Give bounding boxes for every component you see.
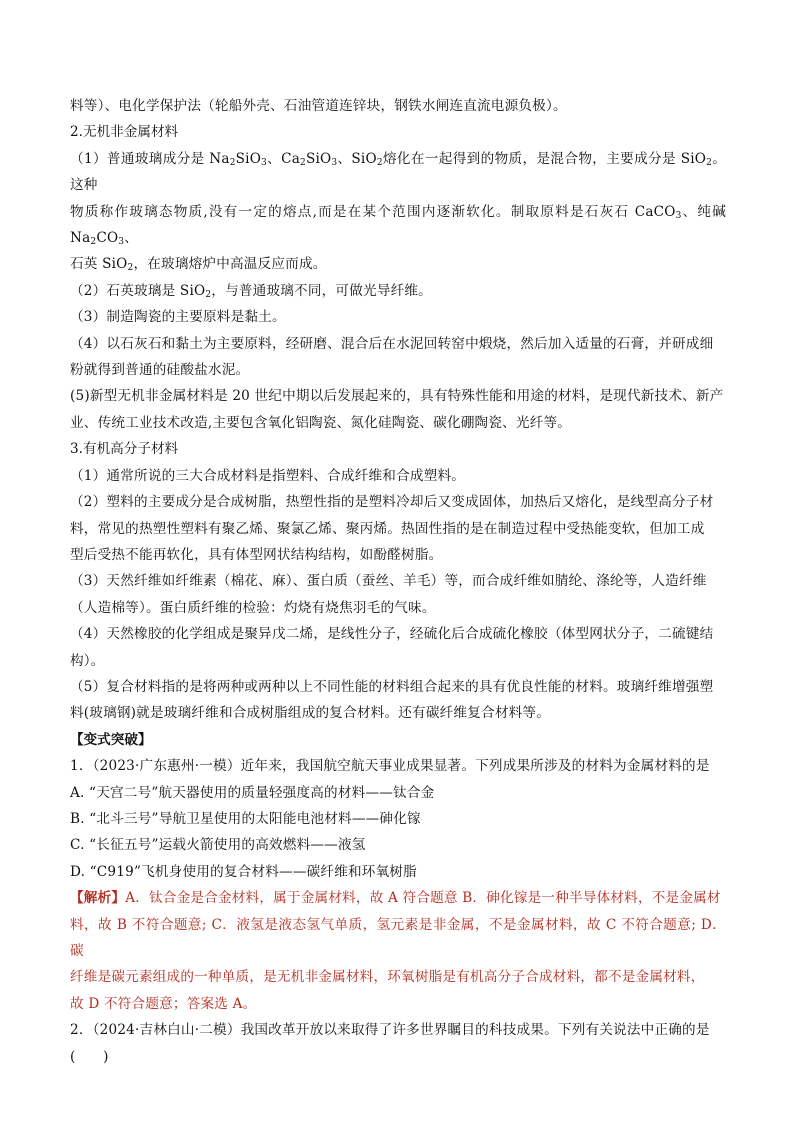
text-line: 业、传统工业技术改造,主要包含氧化铝陶瓷、氮化硅陶瓷、碳化硼陶瓷、光纤等。: [70, 414, 572, 431]
option-d: D. “C919”飞机身使用的复合材料——碳纤维和环氧树脂: [70, 863, 417, 880]
text-line: 石英 SiO$_2$，在玻璃熔炉中高温反应而成。: [70, 256, 327, 274]
text-line: （4）天然橡胶的化学组成是聚异戊二烯，是线性分子，经硫化后合成硫化橡胶（体型网状分子，二硫键结: [70, 626, 714, 643]
text-line: （3）制造陶瓷的主要原料是黏土。: [70, 309, 286, 326]
analysis-line: 料，故 B 不符合题意; C．液氢是液态氢气单质，氢元素是非金属，不是金属材料，故 C 不符合题意; D．碳: [70, 916, 726, 959]
text-line: 型后受热不能再软化，具有体型网状结构结构，如酚醛树脂。: [70, 546, 443, 563]
option-b: B. “北斗三号”导航卫星使用的太阳能电池材料——砷化镓: [70, 810, 421, 827]
analysis-tag: 【解析】: [70, 890, 126, 907]
text-line: （1）普通玻璃成分是 $Na_2SiO_3$、$Ca_2SiO_3$、SiO$_2$熔化在一起得到的物质，是混合物，主要成分是 SiO$_2$。这种: [70, 150, 727, 194]
text-line: 构）。: [70, 652, 105, 669]
text-line: （1）通常所说的三大合成材料是指塑料、合成纤维和合成塑料。: [70, 467, 466, 484]
text-line: （5）复合材料指的是将两种或两种以上不同性能的材料组合起来的具有优良性能的材料。玻璃纤维增强塑: [70, 678, 714, 695]
text-line: （人造棉等）。蛋白质纤维的检验：灼烧有烧焦羽毛的气味。: [70, 599, 436, 616]
question-1: 1．（2023·广东惠州·一模）近年来，我国航空航天事业成果显著。下列成果所涉及的材料为金属材料的是: [70, 758, 710, 775]
analysis-line: 【解析】A．钛合金是合金材料，属于金属材料，故 A 符合题意 B．砷化镓是一种半导体材料，不是金属材: [70, 890, 721, 907]
text-line: （4）以石灰石和黏土为主要原料，经研磨、混合后在水泥回转窑中煅烧，然后加入适量的石膏，并研成细: [70, 335, 714, 352]
text-line: 料(玻璃钢)就是玻璃纤维和合成树脂组成的复合材料。还有碳纤维复合材料等。: [70, 705, 550, 722]
option-c: C. “长征五号”运载火箭使用的高效燃料——液氢: [70, 837, 366, 854]
text-line: (5)新型无机非金属材料是 20 世纪中期以后发展起来的，具有特殊性能和用途的材料，是现代新技术、新产: [70, 388, 724, 405]
text-line: 料，常见的热塑性塑料有聚乙烯、聚氯乙烯、聚丙烯。热固性指的是在制造过程中受热能变软，但加工成: [70, 520, 705, 537]
section-variant-breakthrough: 【变式突破】: [70, 731, 152, 748]
text-line: （2）石英玻璃是 SiO$_2$，与普通玻璃不同，可做光导纤维。: [70, 282, 432, 300]
text-line: 粉就得到普通的硅酸盐水泥。: [70, 362, 250, 379]
question-2-blank: ( ): [70, 1048, 109, 1065]
question-2: 2．（2024·吉林白山·二模）我国改革开放以来取得了许多世界瞩目的科技成果。下列有关说法中正确的是: [70, 1022, 710, 1039]
section-heading-inorganic: 2.无机非金属材料: [70, 124, 179, 141]
text-line: 料等）、电化学保护法（轮船外壳、石油管道连锌块，钢铁水闸连直流电源负极）。: [70, 98, 567, 114]
section-heading-organic: 3.有机高分子材料: [70, 441, 179, 458]
text-line: （3）天然纤维如纤维素（棉花、麻）、蛋白质（蚕丝、羊毛）等，而合成纤维如腈纶、涤纶等，人造纤维: [70, 573, 707, 590]
analysis-line: 故 D 不符合题意；答案选 A。: [70, 995, 257, 1012]
analysis-line: 纤维是碳元素组成的一种单质，是无机非金属材料，环氧树脂是有机高分子合成材料，都不是金属材料，: [70, 969, 705, 986]
text-line: 物质称作玻璃态物质,没有一定的熔点,而是在某个范围内逐渐软化。制取原料是石灰石 CaCO$_3$、纯碱 $Na_2CO_3$、: [70, 203, 726, 248]
option-a: A. “天宫二号”航天器使用的质量轻强度高的材料——钛合金: [70, 784, 435, 801]
text-line: （2）塑料的主要成分是合成树脂，热塑性指的是塑料冷却后又变成固体，加热后又熔化，是线型高分子材: [70, 494, 714, 511]
